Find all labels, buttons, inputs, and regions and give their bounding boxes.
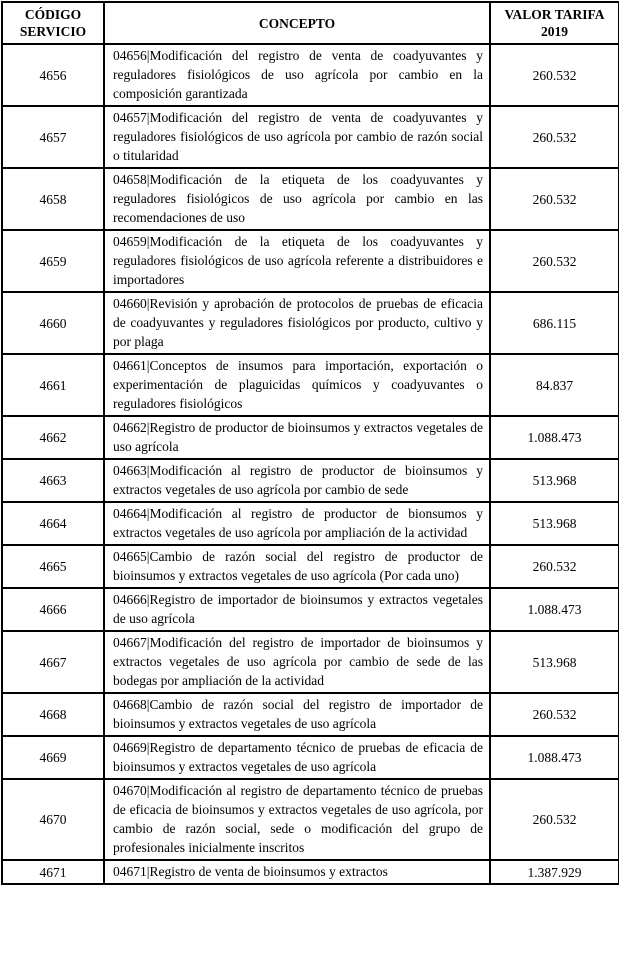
concepto-cell: 04658|Modificación de la etiqueta de los coadyuvantes y reguladores fisiológicos de uso agrícola por cambio en las recomendaciones de uso — [104, 168, 490, 230]
concepto-cell: 04667|Modificación del registro de importador de bioinsumos y extractos vegetales de uso agrícola por cambio de sede de las bodegas por ampliación de la actividad — [104, 631, 490, 693]
valor-tarifa-cell: 84.837 — [490, 354, 619, 416]
table-row — [2, 545, 619, 588]
table-row — [2, 459, 619, 502]
table-row — [2, 354, 619, 416]
concepto-cell: 04664|Modificación al registro de productor de bionsumos y extractos vegetales de uso agrícola por ampliación de la actividad — [104, 502, 490, 545]
table-row — [2, 502, 619, 545]
header-codigo-servicio: CÓDIGO SERVICIO — [2, 2, 104, 44]
concepto-cell: 04671|Registro de venta de bioinsumos y extractos — [104, 860, 490, 884]
codigo-servicio-cell: 4665 — [2, 545, 104, 588]
table-row — [2, 779, 619, 860]
concepto-cell: 04668|Cambio de razón social del registro de importador de bioinsumos y extractos vegetales de uso agrícola — [104, 693, 490, 736]
table-row — [2, 44, 619, 106]
valor-tarifa-cell: 1.088.473 — [490, 736, 619, 779]
table-row — [2, 292, 619, 354]
valor-tarifa-cell: 513.968 — [490, 502, 619, 545]
codigo-servicio-cell: 4659 — [2, 230, 104, 292]
codigo-servicio-cell: 4657 — [2, 106, 104, 168]
table-row — [2, 106, 619, 168]
table-row — [2, 736, 619, 779]
valor-tarifa-cell: 1.387.929 — [490, 860, 619, 884]
codigo-servicio-cell: 4666 — [2, 588, 104, 631]
valor-tarifa-cell: 260.532 — [490, 106, 619, 168]
valor-tarifa-cell: 260.532 — [490, 545, 619, 588]
tariff-table — [1, 1, 619, 885]
table-row — [2, 860, 619, 884]
concepto-cell: 04656|Modificación del registro de venta de coadyuvantes y reguladores fisiológicos de uso agrícola por cambio en la composición garantizada — [104, 44, 490, 106]
codigo-servicio-cell: 4668 — [2, 693, 104, 736]
valor-tarifa-cell: 260.532 — [490, 44, 619, 106]
codigo-servicio-cell: 4670 — [2, 779, 104, 860]
codigo-servicio-cell: 4660 — [2, 292, 104, 354]
codigo-servicio-cell: 4664 — [2, 502, 104, 545]
valor-tarifa-cell: 1.088.473 — [490, 416, 619, 459]
valor-tarifa-cell: 686.115 — [490, 292, 619, 354]
header-valor-tarifa-2019: VALOR TARIFA 2019 — [490, 2, 619, 44]
valor-tarifa-cell: 1.088.473 — [490, 588, 619, 631]
table-row — [2, 230, 619, 292]
table-body — [2, 44, 619, 884]
table-row — [2, 693, 619, 736]
codigo-servicio-cell: 4669 — [2, 736, 104, 779]
concepto-cell: 04660|Revisión y aprobación de protocolos de pruebas de eficacia de coadyuvantes y reguladores fisiológicos por producto, cultivo y por plaga — [104, 292, 490, 354]
concepto-cell: 04661|Conceptos de insumos para importación, exportación o experimentación de plaguicidas químicos y coadyuvantes o reguladores fisiológicos — [104, 354, 490, 416]
codigo-servicio-cell: 4661 — [2, 354, 104, 416]
valor-tarifa-cell: 260.532 — [490, 779, 619, 860]
concepto-cell: 04663|Modificación al registro de productor de bioinsumos y extractos vegetales de uso agrícola por cambio de sede — [104, 459, 490, 502]
header-concepto: CONCEPTO — [104, 2, 490, 44]
concepto-cell: 04662|Registro de productor de bioinsumos y extractos vegetales de uso agrícola — [104, 416, 490, 459]
valor-tarifa-cell: 260.532 — [490, 230, 619, 292]
codigo-servicio-cell: 4663 — [2, 459, 104, 502]
concepto-cell: 04657|Modificación del registro de venta de coadyuvantes y reguladores fisiológicos de uso agrícola por cambio de razón social o titularidad — [104, 106, 490, 168]
table-header — [2, 2, 619, 44]
header-row — [2, 2, 619, 44]
codigo-servicio-cell: 4671 — [2, 860, 104, 884]
table-row — [2, 416, 619, 459]
codigo-servicio-cell: 4658 — [2, 168, 104, 230]
valor-tarifa-cell: 513.968 — [490, 631, 619, 693]
concepto-cell: 04670|Modificación al registro de departamento técnico de pruebas de eficacia de bioinsumos y extractos vegetales de uso agrícola, por cambio de razón social, sede o modificación del grupo de profesionales inicialmente inscritos — [104, 779, 490, 860]
table-row — [2, 168, 619, 230]
codigo-servicio-cell: 4667 — [2, 631, 104, 693]
valor-tarifa-cell: 260.532 — [490, 693, 619, 736]
valor-tarifa-cell: 260.532 — [490, 168, 619, 230]
table-row — [2, 631, 619, 693]
concepto-cell: 04665|Cambio de razón social del registro de productor de bioinsumos y extractos vegetales de uso agrícola (Por cada uno) — [104, 545, 490, 588]
codigo-servicio-cell: 4662 — [2, 416, 104, 459]
concepto-cell: 04669|Registro de departamento técnico de pruebas de eficacia de bioinsumos y extractos vegetales de uso agrícola — [104, 736, 490, 779]
concepto-cell: 04666|Registro de importador de bioinsumos y extractos vegetales de uso agrícola — [104, 588, 490, 631]
concepto-cell: 04659|Modificación de la etiqueta de los coadyuvantes y reguladores fisiológicos de uso agrícola referente a distribuidores e importadores — [104, 230, 490, 292]
table-row — [2, 588, 619, 631]
codigo-servicio-cell: 4656 — [2, 44, 104, 106]
valor-tarifa-cell: 513.968 — [490, 459, 619, 502]
